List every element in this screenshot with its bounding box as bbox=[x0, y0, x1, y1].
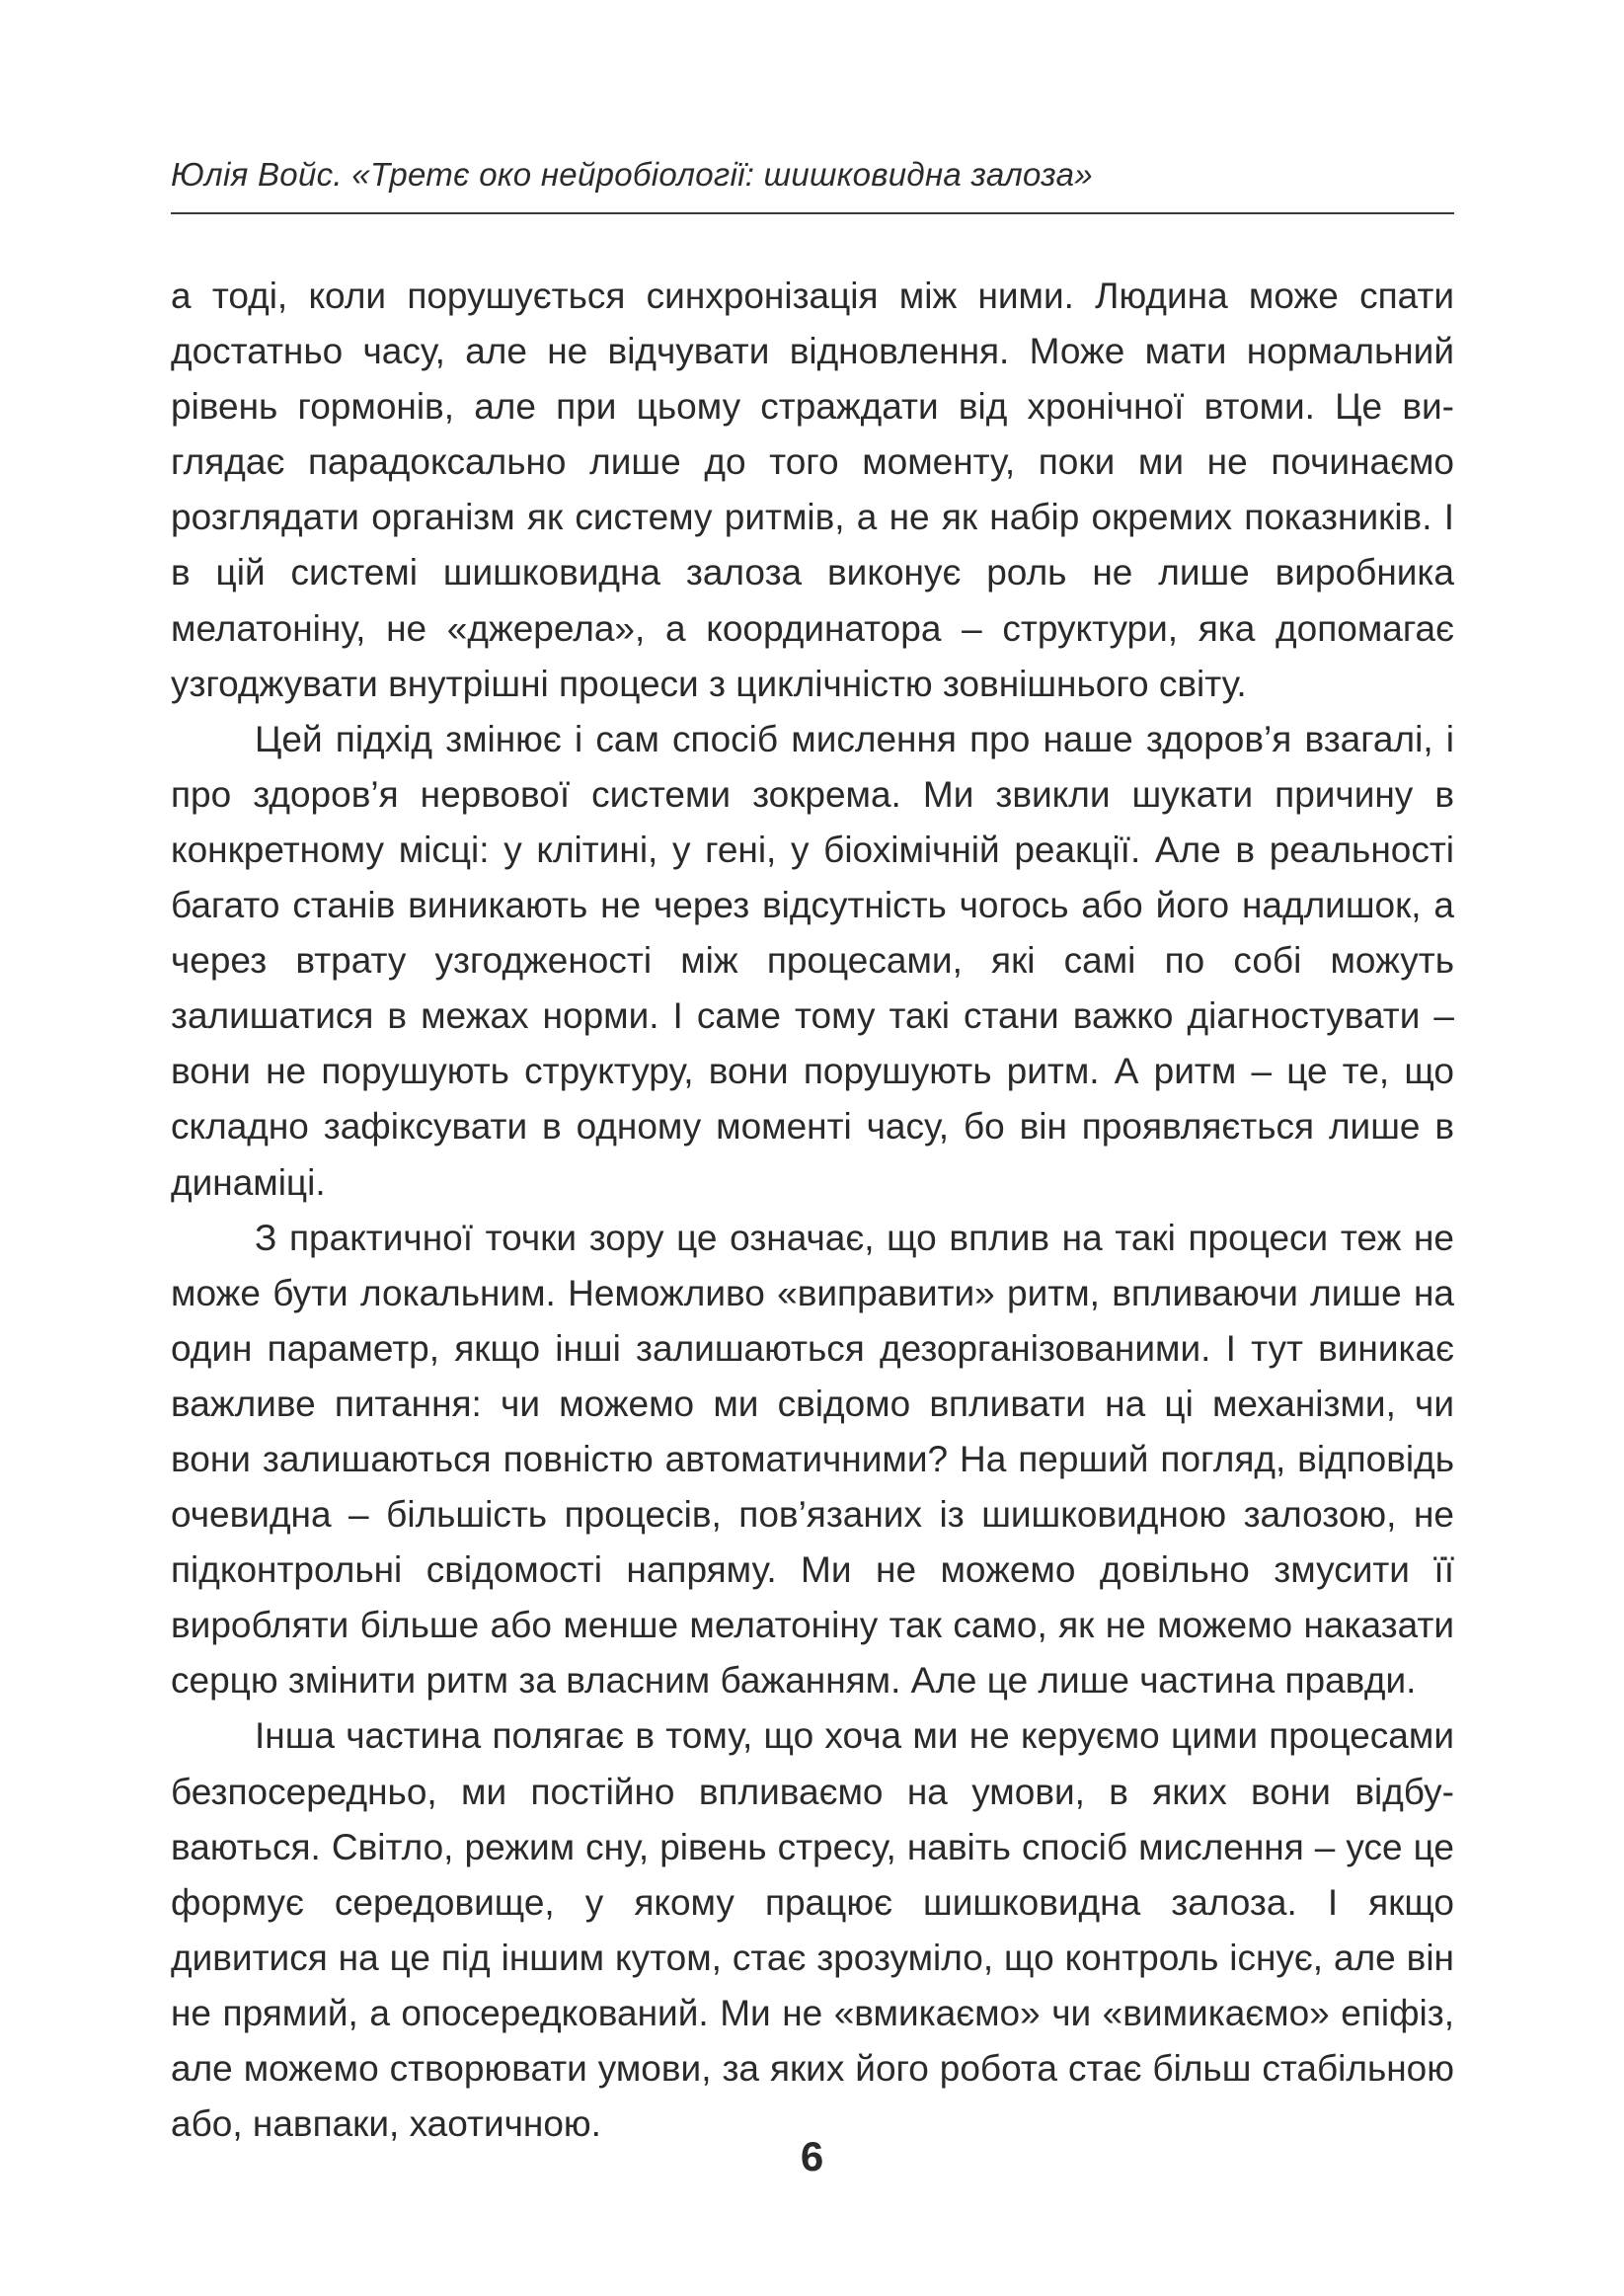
running-header-title: Юлія Войс. «Третє око нейробіології: шишковидна залоза» bbox=[171, 156, 1093, 193]
paragraph-2: Цей підхід змінює і сам спосіб мислення про наше здоров’я взагалі, і про здоров’я нервової системи зокрема. Ми звикли шукати причину в конкретному місці: у клітині, у гені, у біохімічній реакції. Але в реальності багато станів виникають не через відсутність чогось або його надлишок, а через втрату узгодженості між процесами, які самі по собі можуть залишатися в межах норми. І саме тому такі стани важко діагностувати – вони не порушують структуру, вони порушують ритм. А ритм – це те, що складно зафіксувати в одному моменті часу, бо він проявляється лише в динаміці. bbox=[171, 718, 1454, 1203]
header-divider bbox=[171, 212, 1454, 214]
paragraph-4: Інша частина полягає в тому, що хоча ми не керуємо цими процесами безпосередньо, ми постійно впливаємо на умови, в яких вони відбуваються. Світло, режим сну, рівень стресу, навіть спосіб мислення – усе це формує середовище, у якому працює шишковидна залоза. І якщо дивитися на це під іншим кутом, стає зрозуміло, що контроль існує, але він не прямий, а опосередкований. Ми не «вмикаємо» чи «вимикаємо» епіфіз, але можемо створювати умови, за яких його робота стає більш стабільною або, навпаки, хаотичною. bbox=[171, 1715, 1454, 2145]
page-body bbox=[171, 269, 1454, 2152]
paragraph-3: З практичної точки зору це означає, що вплив на такі процеси теж не може бути локальним. Неможливо «виправити» ритм, впливаючи лише на один параметр, якщо інші залишаються дезорганізованими. І тут виникає важливе питання: чи можемо ми свідомо впливати на ці механізми, чи вони залишаються повністю автоматичними? На перший погляд, відповідь очевидна – більшість процесів, пов’язаних із шишковидною залозою, не підконтрольні свідомості напряму. Ми не можемо довільно змусити її виробляти більше або менше мелатоніну так само, як не можемо наказати серцю змінити ритм за власним бажанням. Але це лише частина правди. bbox=[171, 1217, 1454, 1702]
paragraph-1: а тоді, коли порушується синхронізація між ними. Людина може спати достатньо часу, але не відчувати відновлення. Може мати нормальний рівень гормонів, але при цьому страждати від хронічної втоми. Це виглядає парадоксально лише до того моменту, поки ми не починаємо розглядати організм як систему ритмів, а не як набір окремих показників. І в цій системі шишковидна залоза виконує роль не лише виробника мелатоніну, не «джерела», а координатора – структури, яка допомагає узгоджувати внутрішні процеси з циклічністю зовнішнього світу. bbox=[171, 276, 1454, 704]
page-number: 6 bbox=[800, 2133, 824, 2179]
